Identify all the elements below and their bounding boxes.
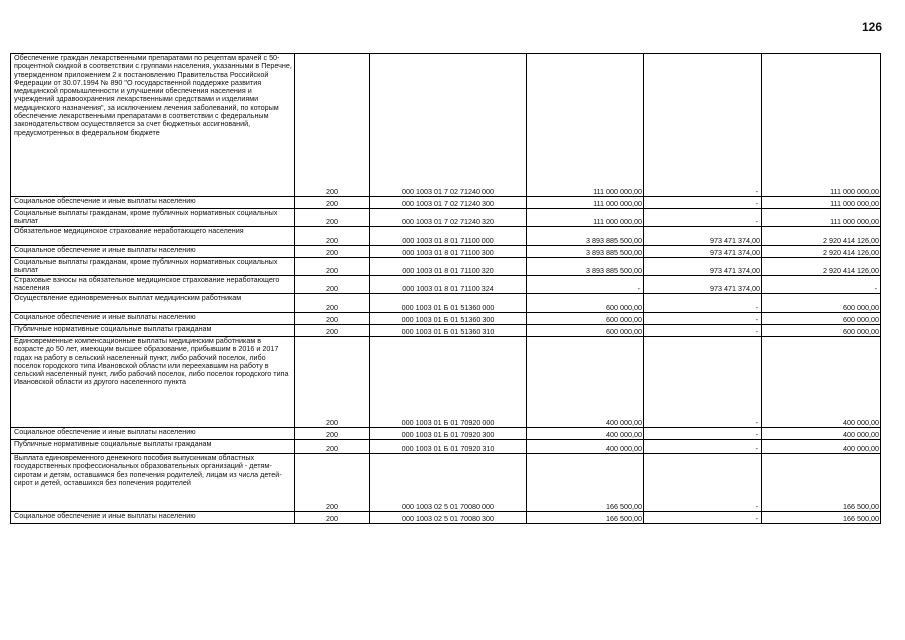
row-code: 200 <box>295 428 370 440</box>
table-row <box>11 258 881 276</box>
row-kbk: 000 1003 01 Б 01 70920 000 <box>370 337 527 428</box>
row-code: 200 <box>295 337 370 428</box>
row-name: Единовременные компенсационные выплаты медицинским работникам в возрасте до 50 лет, имеющим высшее образование, прибывшим в 2016 и 2017 годах на работу в сельский населенный пункт, либо рабочий поселок, либо поселок городского типа Ивановской области или переехавшим на работу в сельский населенный пункт, либо рабочий поселок, либо поселок городского типа Ивановской области из другого населенного пункта <box>11 337 295 428</box>
row-code: 200 <box>295 512 370 524</box>
table-row <box>11 325 881 337</box>
row-code: 200 <box>295 209 370 227</box>
row-executed: - <box>644 54 762 197</box>
row-name: Социальное обеспечение и иные выплаты населению <box>11 512 295 524</box>
row-name: Социальное обеспечение и иные выплаты населению <box>11 246 295 258</box>
table-row <box>11 454 881 512</box>
row-remaining: 111 000 000,00 <box>762 197 881 209</box>
row-code: 200 <box>295 454 370 512</box>
row-name: Страховые взносы на обязательное медицинское страхование неработающего населения <box>11 276 295 294</box>
row-code: 200 <box>295 294 370 313</box>
row-code: 200 <box>295 276 370 294</box>
row-remaining: 2 920 414 126,00 <box>762 246 881 258</box>
row-executed: 973 471 374,00 <box>644 276 762 294</box>
row-kbk: 000 1003 01 8 01 71100 300 <box>370 246 527 258</box>
row-approved: 3 893 885 500,00 <box>527 227 644 246</box>
row-remaining: 2 920 414 126,00 <box>762 227 881 246</box>
row-executed: - <box>644 337 762 428</box>
row-remaining: 400 000,00 <box>762 440 881 454</box>
row-approved: 166 500,00 <box>527 512 644 524</box>
row-kbk: 000 1003 01 8 01 71100 320 <box>370 258 527 276</box>
row-code: 200 <box>295 197 370 209</box>
row-name: Осуществление единовременных выплат медицинским работникам <box>11 294 295 313</box>
row-executed: - <box>644 512 762 524</box>
row-executed: - <box>644 428 762 440</box>
row-remaining: 600 000,00 <box>762 325 881 337</box>
row-code: 200 <box>295 246 370 258</box>
row-remaining: 400 000,00 <box>762 428 881 440</box>
budget-table <box>10 53 881 524</box>
row-kbk: 000 1003 02 5 01 70080 000 <box>370 454 527 512</box>
row-executed: 973 471 374,00 <box>644 227 762 246</box>
row-name: Социальные выплаты гражданам, кроме публичных нормативных социальных выплат <box>11 258 295 276</box>
row-approved: - <box>527 276 644 294</box>
row-code: 200 <box>295 227 370 246</box>
row-remaining: 600 000,00 <box>762 294 881 313</box>
row-executed: - <box>644 440 762 454</box>
row-remaining: - <box>762 276 881 294</box>
row-approved: 400 000,00 <box>527 428 644 440</box>
page-number: 126 <box>862 20 883 34</box>
table-row <box>11 209 881 227</box>
table-row <box>11 246 881 258</box>
table-row <box>11 512 881 524</box>
table-row <box>11 294 881 313</box>
table-row <box>11 197 881 209</box>
row-code: 200 <box>295 325 370 337</box>
table-row <box>11 428 881 440</box>
table-row <box>11 276 881 294</box>
table-row <box>11 440 881 454</box>
row-name: Социальное обеспечение и иные выплаты населению <box>11 313 295 325</box>
row-name: Выплата единовременного денежного пособия выпускникам областных государственных профессиональных образовательных организаций - детям-сиротам и детям, оставшимся без попечения родителей, лицам из числа детей-сирот и детей, оставшихся без попечения родителей <box>11 454 295 512</box>
row-name: Обязательное медицинское страхование неработающего населения <box>11 227 295 246</box>
row-approved: 400 000,00 <box>527 440 644 454</box>
row-approved: 111 000 000,00 <box>527 54 644 197</box>
row-kbk: 000 1003 01 Б 01 70920 310 <box>370 440 527 454</box>
row-kbk: 000 1003 02 5 01 70080 300 <box>370 512 527 524</box>
row-kbk: 000 1003 01 Б 01 51360 310 <box>370 325 527 337</box>
row-approved: 600 000,00 <box>527 294 644 313</box>
row-executed: - <box>644 197 762 209</box>
row-kbk: 000 1003 01 7 02 71240 000 <box>370 54 527 197</box>
row-executed: - <box>644 454 762 512</box>
row-approved: 3 893 885 500,00 <box>527 246 644 258</box>
budget-table-body <box>11 54 881 524</box>
row-approved: 166 500,00 <box>527 454 644 512</box>
row-remaining: 600 000,00 <box>762 313 881 325</box>
row-remaining: 166 500,00 <box>762 454 881 512</box>
row-kbk: 000 1003 01 7 02 71240 300 <box>370 197 527 209</box>
row-kbk: 000 1003 01 8 01 71100 000 <box>370 227 527 246</box>
row-executed: - <box>644 325 762 337</box>
row-executed: - <box>644 294 762 313</box>
row-kbk: 000 1003 01 Б 01 51360 000 <box>370 294 527 313</box>
row-name: Социальное обеспечение и иные выплаты населению <box>11 428 295 440</box>
row-kbk: 000 1003 01 Б 01 70920 300 <box>370 428 527 440</box>
row-code: 200 <box>295 440 370 454</box>
row-executed: 973 471 374,00 <box>644 246 762 258</box>
row-name: Социальное обеспечение и иные выплаты населению <box>11 197 295 209</box>
table-row <box>11 227 881 246</box>
row-name: Социальные выплаты гражданам, кроме публичных нормативных социальных выплат <box>11 209 295 227</box>
row-executed: - <box>644 209 762 227</box>
row-approved: 600 000,00 <box>527 313 644 325</box>
row-name: Публичные нормативные социальные выплаты гражданам <box>11 325 295 337</box>
row-kbk: 000 1003 01 Б 01 51360 300 <box>370 313 527 325</box>
row-approved: 600 000,00 <box>527 325 644 337</box>
row-name: Публичные нормативные социальные выплаты гражданам <box>11 440 295 454</box>
table-row <box>11 337 881 428</box>
row-remaining: 111 000 000,00 <box>762 54 881 197</box>
row-code: 200 <box>295 313 370 325</box>
row-kbk: 000 1003 01 7 02 71240 320 <box>370 209 527 227</box>
row-remaining: 166 500,00 <box>762 512 881 524</box>
row-code: 200 <box>295 54 370 197</box>
row-remaining: 111 000 000,00 <box>762 209 881 227</box>
row-name: Обеспечение граждан лекарственными препаратами по рецептам врачей с 50-процентной скидкой в соответствии с группами населения, указанными в Перечне, утвержденном приложением 2 к постановлению Правительства Российской Федерации от 30.07.1994 № 890 "О государственной поддержке развития медицинской промышленности и улучшении обеспечения населения и учреждений здравоохранения лекарственными средствами и изделиями медицинского назначения", за исключением лечения заболеваний, по которым обеспечение лекарственными препаратами в соответствии с федеральным законодательством осуществляется за счет бюджетных ассигнований, предусмотренных в федеральном бюджете <box>11 54 295 197</box>
row-approved: 3 893 885 500,00 <box>527 258 644 276</box>
row-remaining: 2 920 414 126,00 <box>762 258 881 276</box>
row-approved: 111 000 000,00 <box>527 209 644 227</box>
row-code: 200 <box>295 258 370 276</box>
row-executed: - <box>644 313 762 325</box>
row-kbk: 000 1003 01 8 01 71100 324 <box>370 276 527 294</box>
row-approved: 111 000 000,00 <box>527 197 644 209</box>
row-remaining: 400 000,00 <box>762 337 881 428</box>
row-executed: 973 471 374,00 <box>644 258 762 276</box>
table-row <box>11 54 881 197</box>
row-approved: 400 000,00 <box>527 337 644 428</box>
table-row <box>11 313 881 325</box>
